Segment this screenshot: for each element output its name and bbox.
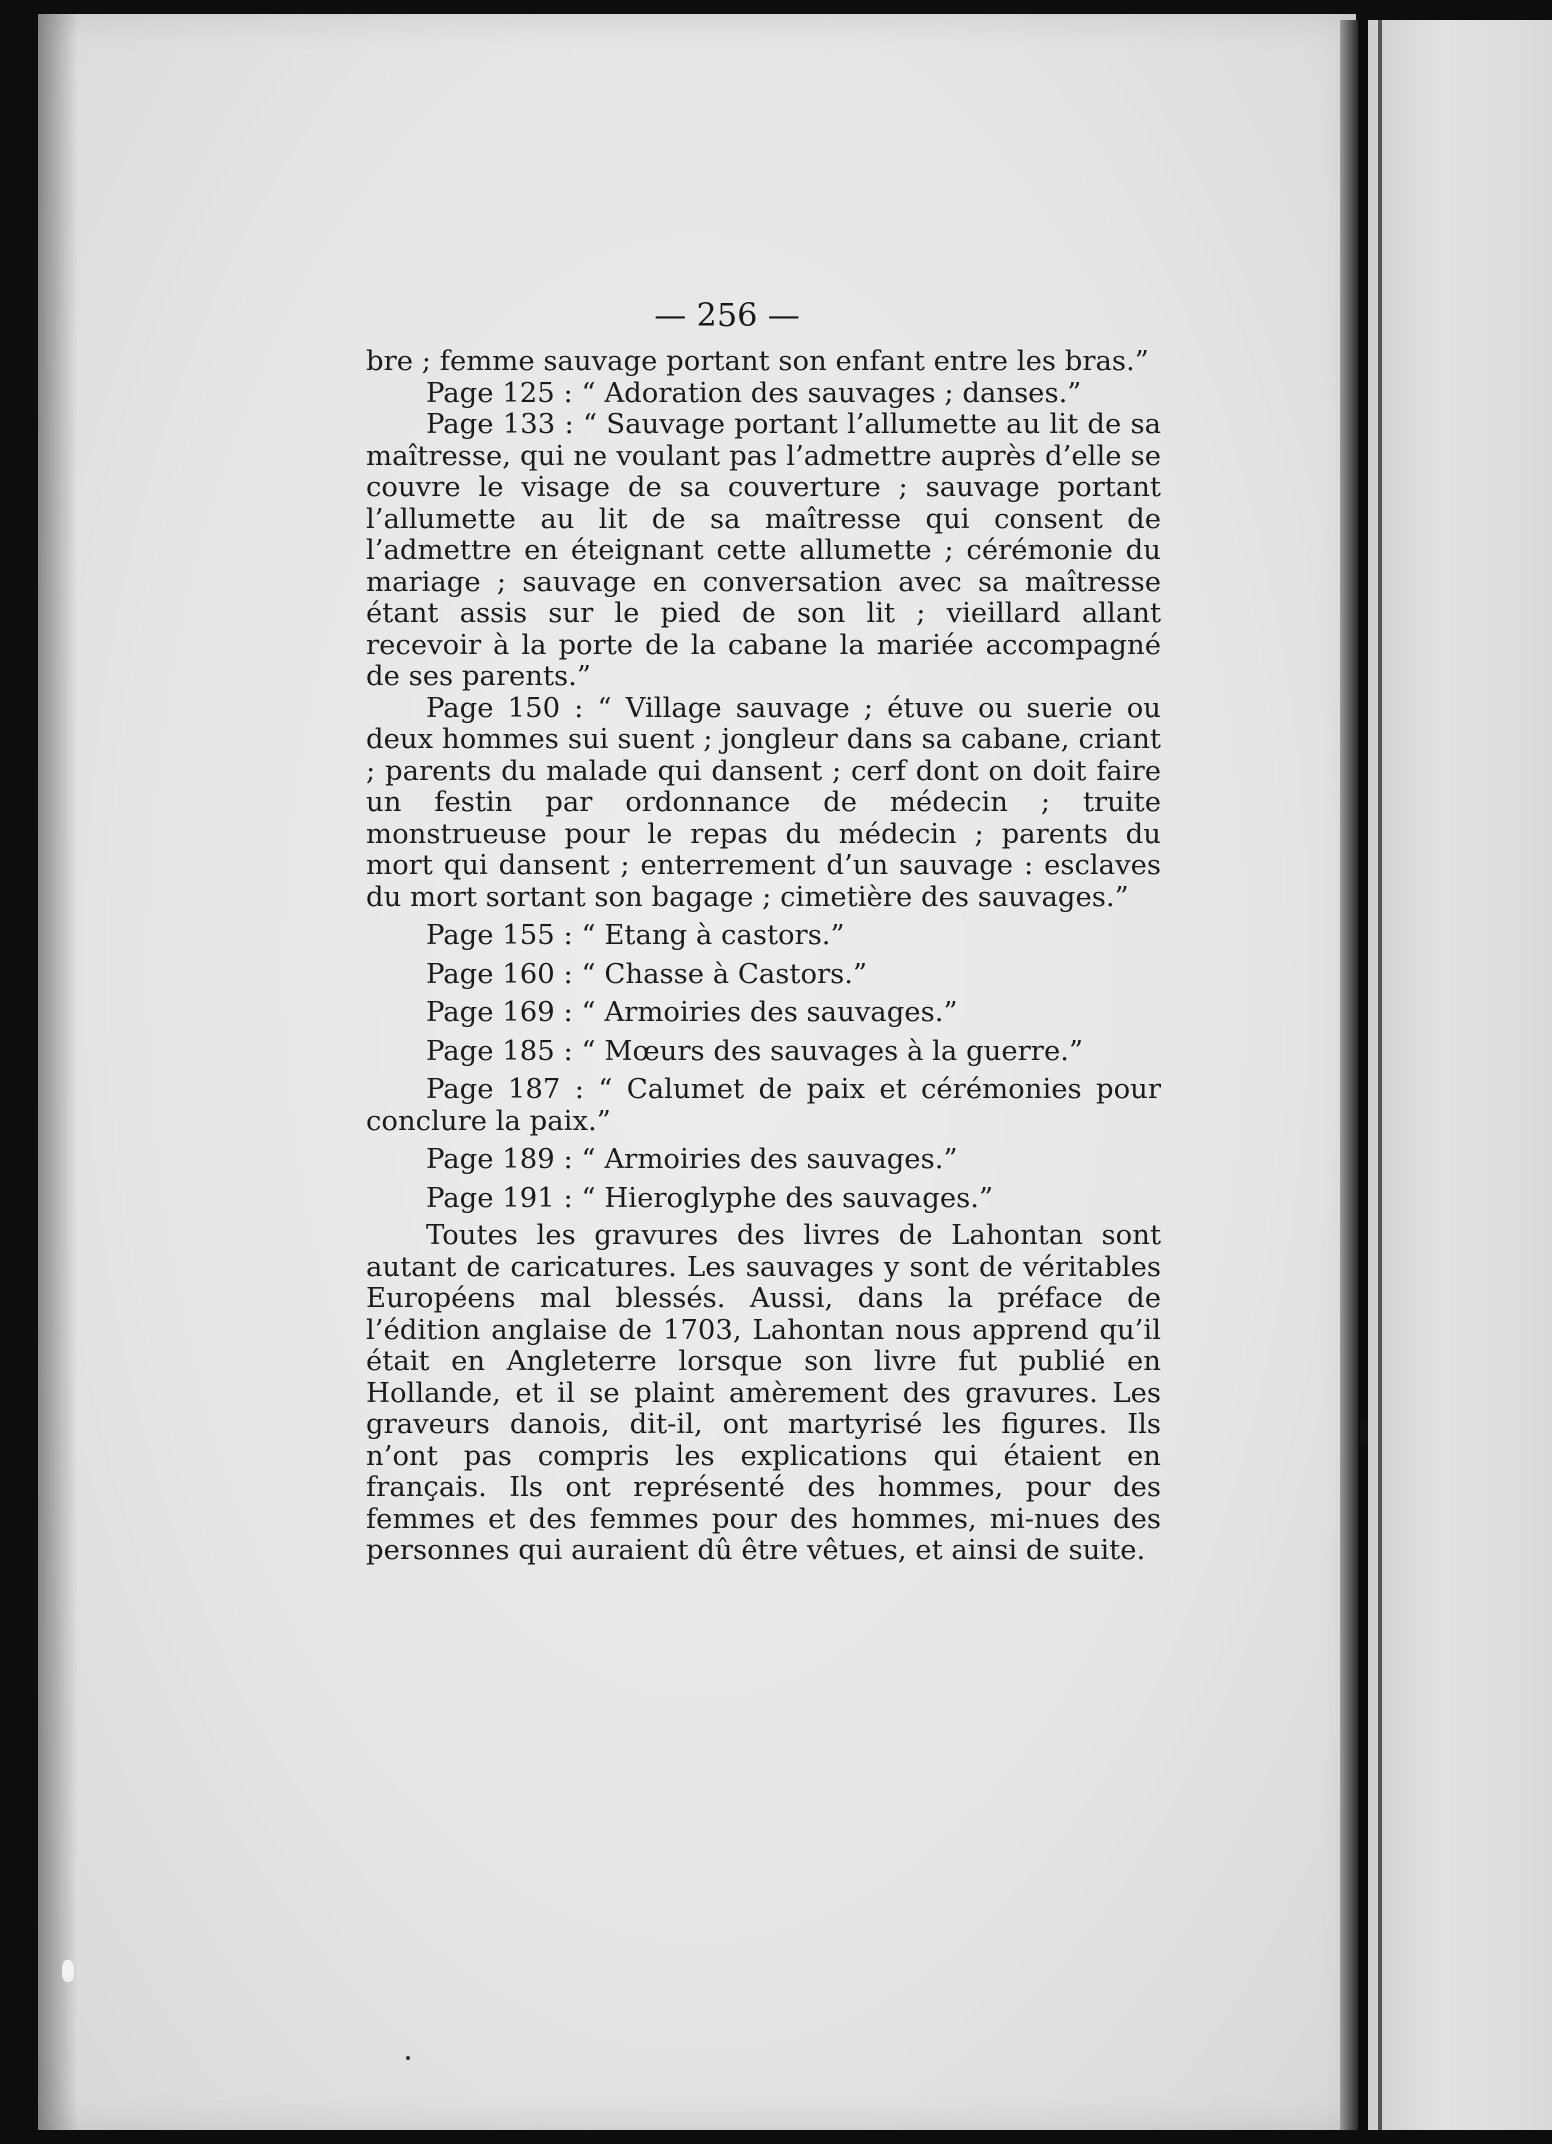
plate-caption-133: Page 133 : “ Sauvage portant l’allumette au lit de sa maîtresse, qui ne voulant pas l’admettre auprès d’elle se couvre le visage de sa couverture ; sauvage portant l’allumette au lit de sa maîtresse qui consent de l’admettre en éteignant cette allumette ; cérémonie du mariage ; sauvage en conversation avec sa maîtresse étant assis sur le pied de son lit ; vieillard allant recevoir à la porte de la cabane la mariée accompagné de ses parents.” [366, 408, 1161, 692]
plate-caption-155: Page 155 : “ Etang à castors.” [426, 919, 845, 951]
book-spine [1340, 20, 1358, 2130]
spine-mark [1358, 1418, 1368, 1446]
plate-caption-187: Page 187 : “ Calumet de paix et cérémonies pour conclure la paix.” [366, 1073, 1161, 1137]
plate-caption-191: Page 191 : “ Hieroglyphe des sauvages.” [426, 1181, 994, 1214]
plate-caption-125: Page 125 : “ Adoration des sauvages ; danses.” [426, 376, 1082, 409]
closing-paragraph: Toutes les gravures des livres de Lahontan sont autant de caricatures. Les sauvages y sont de véritables Européens mal blessés. Aussi, dans la préface de l’édition anglaise de 1703, Lahontan nous apprend qu’il était en Angleterre lorsque son livre fut publié en Hollande, et il se plaint amèrement des gravures. Les graveurs danois, dit-il, ont martyrisé les figures. Ils n’ont pas compris les explications qui étaient en français. Ils ont représenté des hommes, pour des femmes et des femmes pour des hommes, mi-nues des personnes qui auraient dû être vêtues, et ainsi de suite. [366, 1219, 1161, 1566]
plate-caption-189: Page 189 : “ Armoiries des sauvages.” [426, 1143, 958, 1175]
gutter-shadow [38, 14, 78, 2130]
ink-dot [406, 2056, 410, 2060]
plate-caption-169: Page 169 : “ Armoiries des sauvages.” [426, 996, 958, 1028]
body-text [366, 346, 1161, 1567]
paper-blemish [62, 1960, 74, 1982]
plate-caption-160: Page 160 : “ Chasse à Castors.” [426, 957, 868, 990]
continuation-line: bre ; femme sauvage portant son enfant entre les bras.” [366, 345, 1149, 377]
plate-caption-185: Page 185 : “ Mœurs des sauvages à la guerre.” [426, 1034, 1084, 1067]
facing-page-edge [1368, 20, 1552, 2130]
plate-caption-150: Page 150 : “ Village sauvage ; étuve ou suerie ou deux hommes sui suent ; jongleur dans sa cabane, criant ; parents du malade qui dansent ; cerf dont on doit faire un festin par ordonnance de médecin ; truite monstrueuse pour le repas du médecin ; parents du mort qui dansent ; enterrement d’un sauvage : esclaves du mort sortant son bagage ; cimetière des sauvages.” [366, 691, 1161, 913]
page-number: — 256 — [654, 296, 800, 334]
facing-page-border [1378, 20, 1382, 2130]
